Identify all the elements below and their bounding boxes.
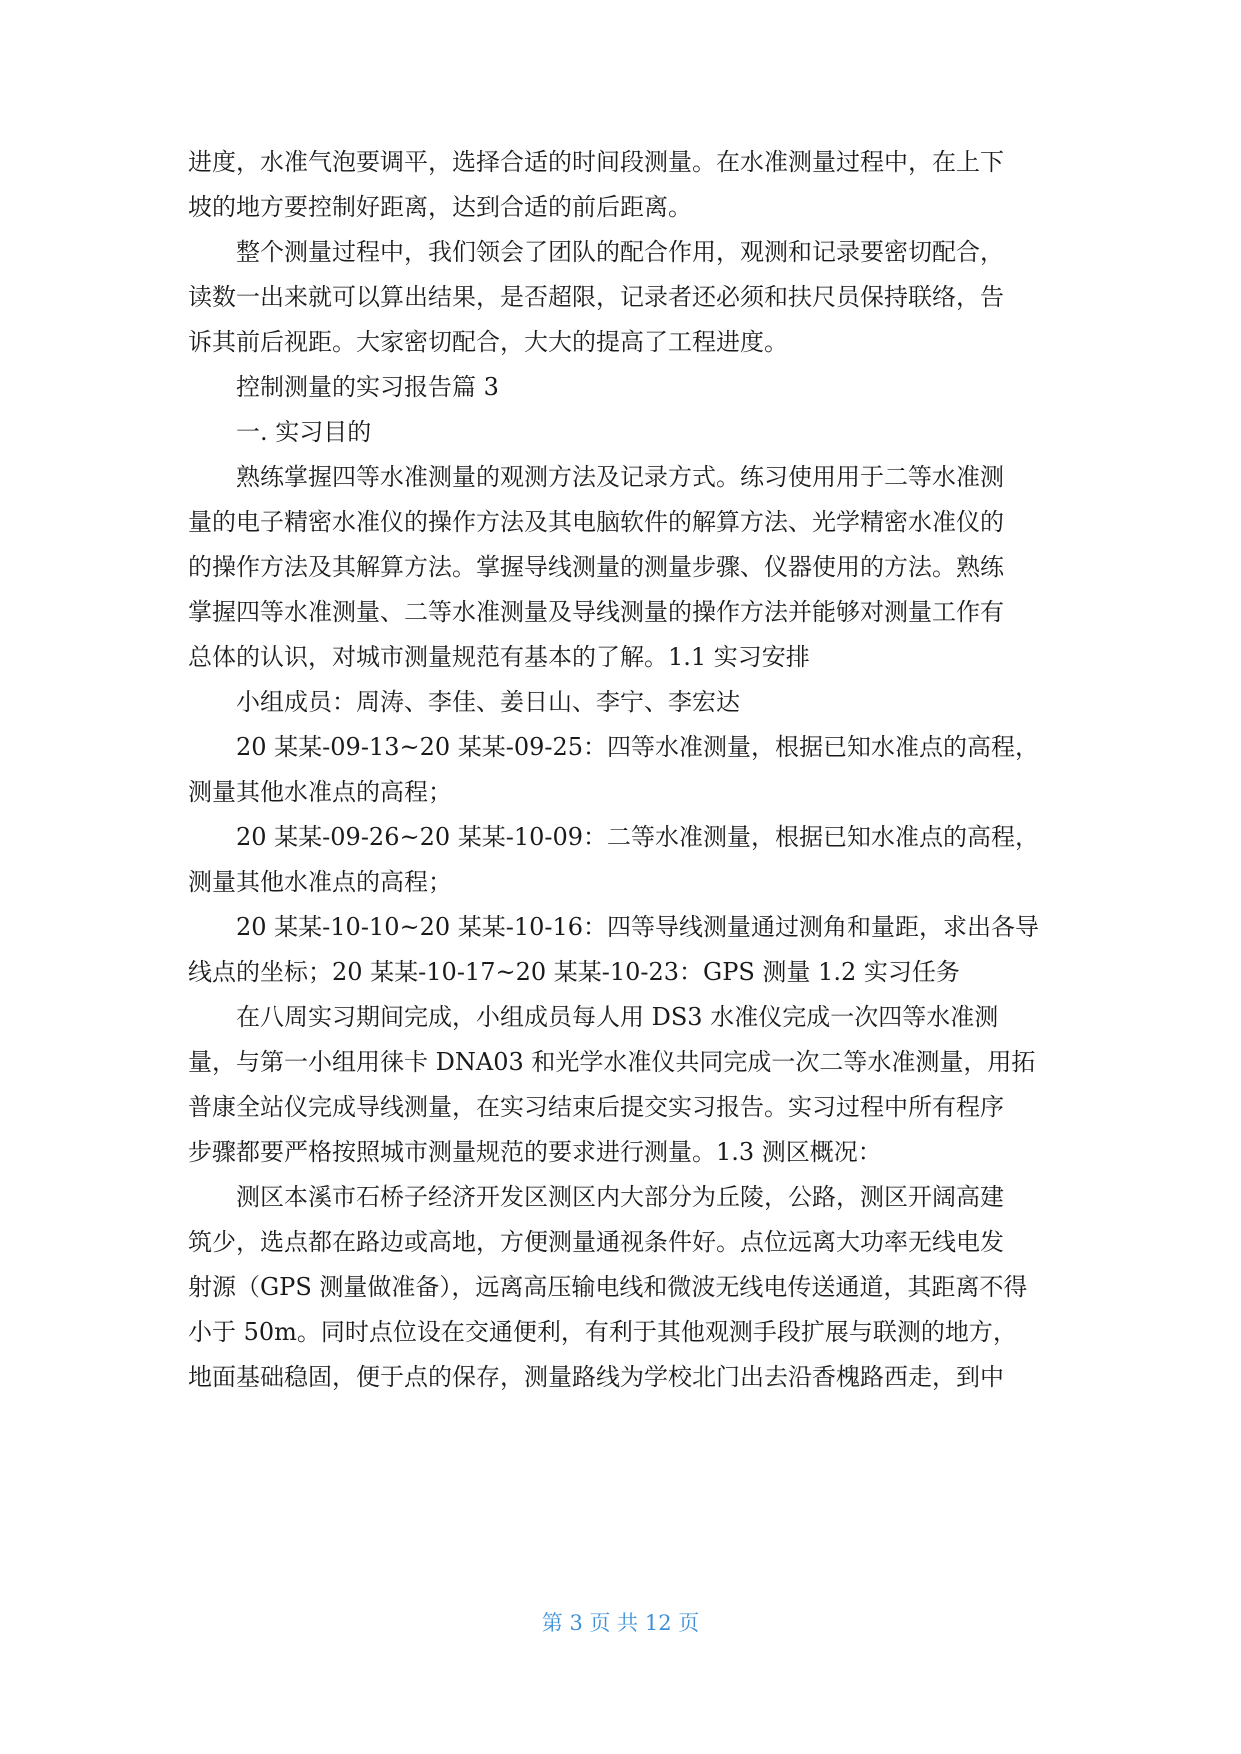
text-line: 坡的地方要控制好距离，达到合适的前后距离。 <box>188 193 692 221</box>
text-line: 测量其他水准点的高程； <box>188 778 452 806</box>
text-line: 小于 50m。同时点位设在交通便利，有利于其他观测手段扩展与联测的地方， <box>188 1318 1017 1346</box>
section-heading: 一. 实习目的 <box>236 418 372 446</box>
text-line: 总体的认识，对城市测量规范有基本的了解。1.1 实习安排 <box>188 643 810 671</box>
paragraph-start: 在八周实习期间完成，小组成员每人用 DS3 水准仪完成一次四等水准测 <box>236 1003 999 1031</box>
text-line: 量，与第一小组用徕卡 DNA03 和光学水准仪共同完成一次二等水准测量，用拓 <box>188 1048 1036 1076</box>
paragraph-start: 整个测量过程中，我们领会了团队的配合作用，观测和记录要密切配合， <box>236 238 1004 266</box>
paragraph-start: 20 某某-09-13~20 某某-09-25：四等水准测量，根据已知水准点的高程， <box>236 733 1040 761</box>
text-line: 读数一出来就可以算出结果，是否超限，记录者还必须和扶尺员保持联络，告 <box>188 283 1004 311</box>
text-line: 诉其前后视距。大家密切配合，大大的提高了工程进度。 <box>188 328 788 356</box>
text-line: 量的电子精密水准仪的操作方法及其电脑软件的解算方法、光学精密水准仪的 <box>188 508 1004 536</box>
paragraph-start: 测区本溪市石桥子经济开发区测区内大部分为丘陵，公路，测区开阔高建 <box>236 1183 1004 1211</box>
section-title: 控制测量的实习报告篇 3 <box>236 373 499 401</box>
text-line: 步骤都要严格按照城市测量规范的要求进行测量。1.3 测区概况： <box>188 1138 882 1166</box>
text-line: 普康全站仪完成导线测量，在实习结束后提交实习报告。实习过程中所有程序 <box>188 1093 1004 1121</box>
text-line: 测量其他水准点的高程； <box>188 868 452 896</box>
paragraph-start: 20 某某-10-10~20 某某-10-16：四等导线测量通过测角和量距，求出各导 <box>236 913 1040 941</box>
page-number-footer: 第 3 页 共 12 页 <box>541 1611 700 1635</box>
paragraph-start: 20 某某-09-26~20 某某-10-09：二等水准测量，根据已知水准点的高程， <box>236 823 1040 851</box>
text-line: 筑少，选点都在路边或高地，方便测量通视条件好。点位远离大功率无线电发 <box>188 1228 1004 1256</box>
document-body <box>188 140 1048 1400</box>
text-line: 掌握四等水准测量、二等水准测量及导线测量的操作方法并能够对测量工作有 <box>188 598 1004 626</box>
text-line: 地面基础稳固，便于点的保存，测量路线为学校北门出去沿香槐路西走，到中 <box>188 1363 1004 1391</box>
text-line: 线点的坐标；20 某某-10-17~20 某某-10-23：GPS 测量 1.2 实习任务 <box>188 958 960 986</box>
text-line: 的操作方法及其解算方法。掌握导线测量的测量步骤、仪器使用的方法。熟练 <box>188 553 1004 581</box>
text-line: 射源（GPS 测量做准备），远离高压输电线和微波无线电传送通道，其距离不得 <box>188 1273 1028 1301</box>
paragraph-start: 熟练掌握四等水准测量的观测方法及记录方式。练习使用用于二等水准测 <box>236 463 1004 491</box>
paragraph-start: 小组成员：周涛、李佳、姜日山、李宁、李宏达 <box>236 688 740 716</box>
text-line: 进度，水准气泡要调平，选择合适的时间段测量。在水准测量过程中，在上下 <box>188 148 1004 176</box>
